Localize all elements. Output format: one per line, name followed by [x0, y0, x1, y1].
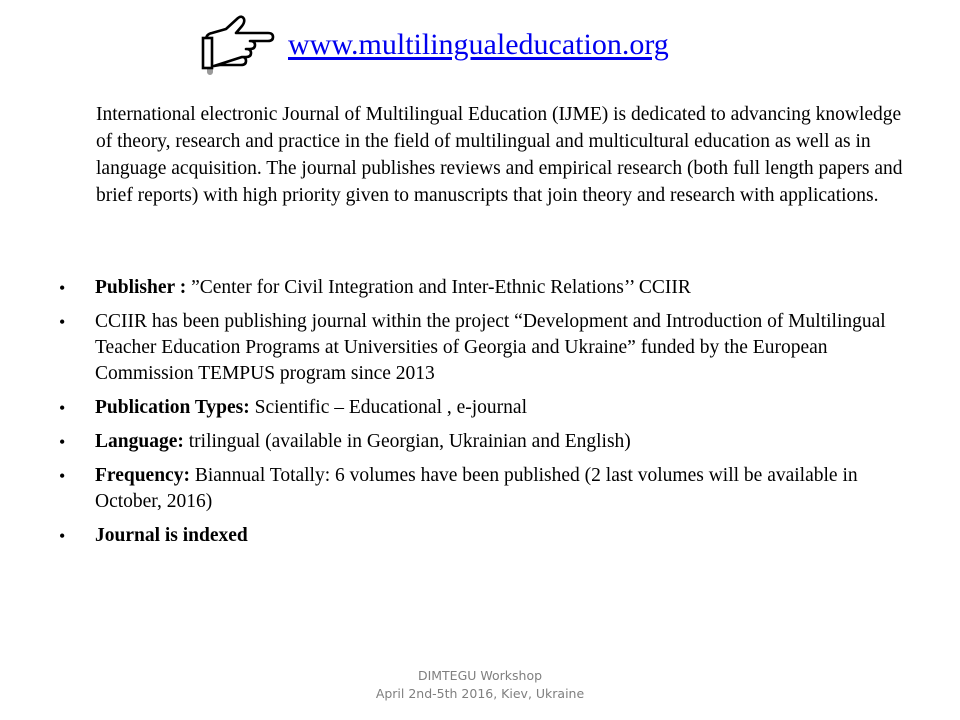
bullet-marker: • [59, 432, 66, 452]
bullet-text: ”Center for Civil Integration and Inter-Ethnic Relations’’ CCIIR [191, 277, 691, 298]
bullet-marker: • [59, 526, 66, 546]
bullet-label: Language: [95, 431, 184, 452]
bullet-label: Journal is indexed [95, 525, 248, 546]
website-url-link[interactable]: www.multilingualeducation.org [288, 28, 669, 61]
bullet-text: CCIIR has been publishing journal within the project “Development and Introduction of Multilingual Teacher Education Programs at Universities of Georgia and Ukraine” funded by the European Commission TEMPUS program since 2013 [95, 311, 886, 384]
bullet-indexed [59, 523, 909, 549]
info-bullet-list [59, 275, 909, 557]
bullet-marker: • [59, 312, 66, 332]
bullet-marker: • [59, 398, 66, 418]
header [200, 10, 669, 80]
bullet-publication-types [59, 395, 909, 421]
bullet-language [59, 429, 909, 455]
bullet-marker: • [59, 278, 66, 298]
bullet-text: Biannual Totally: 6 volumes have been published (2 last volumes will be available in October, 2016) [95, 465, 858, 512]
bullet-frequency [59, 463, 909, 515]
bullet-project [59, 309, 909, 387]
bullet-publisher [59, 275, 909, 301]
bullet-marker: • [59, 466, 66, 486]
footer-date-location: April 2nd-5th 2016, Kiev, Ukraine [375, 686, 585, 701]
slide-footer [0, 667, 960, 703]
bullet-label: Publisher : [95, 277, 192, 298]
bullet-text: Scientific – Educational , e-journal [249, 397, 528, 418]
intro-paragraph: International electronic Journal of Multilingual Education (IJME) is dedicated to advancing knowledge of theory, research and practice in the field of multilingual and multicultural education as well as in language acquisition. The journal publishes reviews and empirical research (both full length papers and brief reports) with high priority given to manuscripts that join theory and research with applications. [96, 104, 903, 206]
bullet-text: trilingual (available in Georgian, Ukrainian and English) [183, 431, 631, 452]
bullet-label: Frequency: [95, 465, 190, 486]
pointing-hand-icon [200, 14, 276, 76]
bullet-label: Publication Types: [95, 397, 250, 418]
footer-workshop-name: DIMTEGU Workshop [417, 668, 543, 683]
